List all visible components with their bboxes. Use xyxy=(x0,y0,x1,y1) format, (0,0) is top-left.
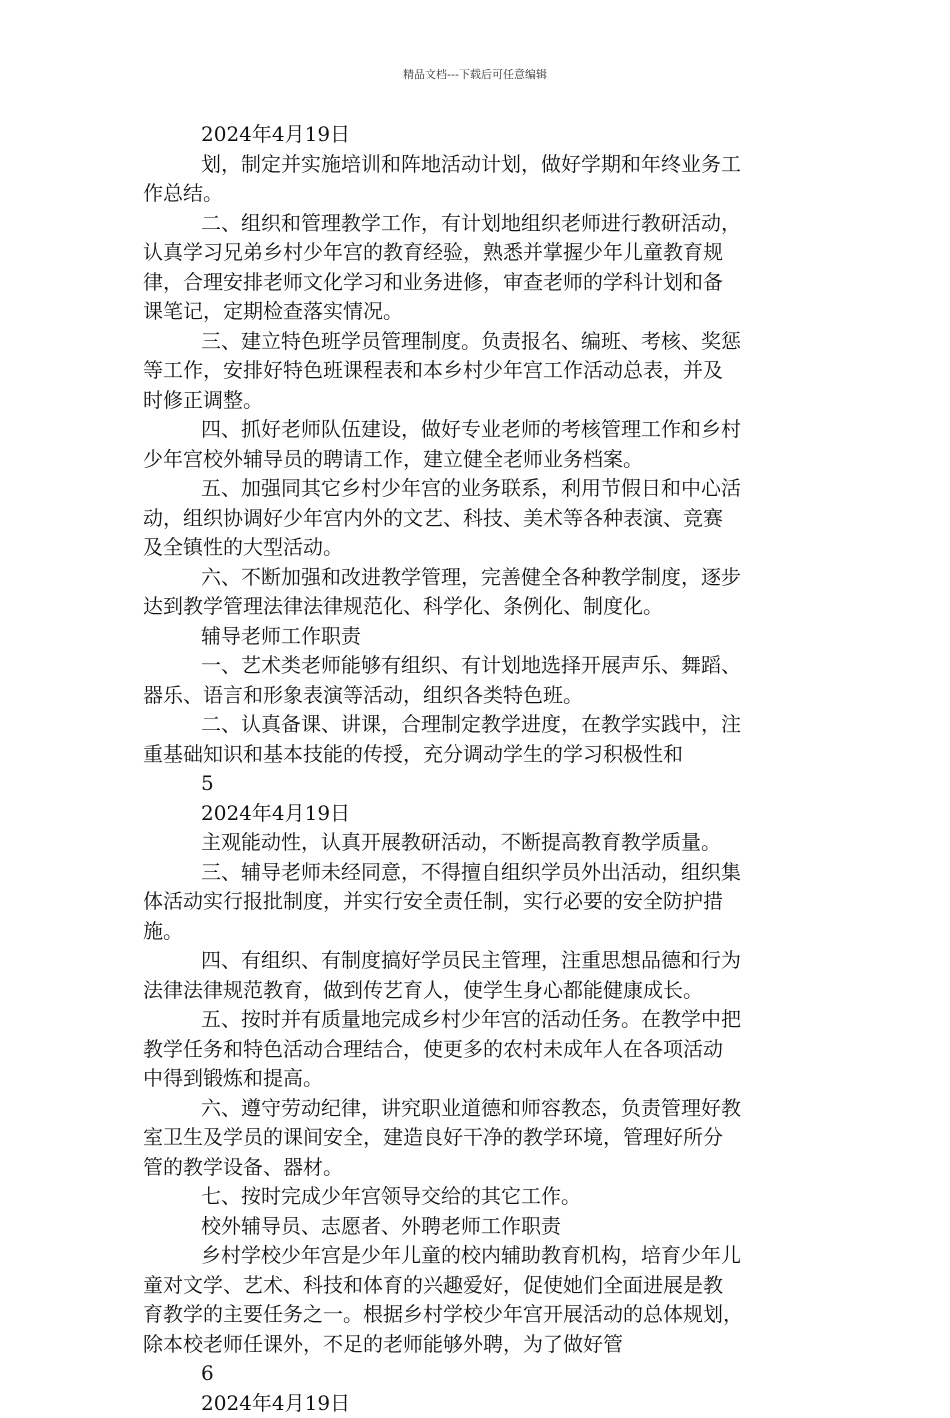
text-line: 达到教学管理法律法律规范化、科学化、条例化、制度化。 xyxy=(143,592,823,622)
text-line: 认真学习兄弟乡村少年宫的教育经验，熟悉并掌握少年儿童教育规 xyxy=(143,238,823,268)
text-line: 三、辅导老师未经同意，不得擅自组织学员外出活动，组织集 xyxy=(143,858,823,888)
text-line: 二、认真备课、讲课，合理制定教学进度，在教学实践中，注 xyxy=(143,710,823,740)
text-line: 6 xyxy=(143,1359,823,1389)
text-line: 2024年4月19日 xyxy=(143,799,823,829)
text-line: 室卫生及学员的课间安全，建造良好干净的教学环境，管理好所分 xyxy=(143,1123,823,1153)
text-line: 5 xyxy=(143,769,823,799)
text-line: 体活动实行报批制度，并实行安全责任制，实行必要的安全防护措 xyxy=(143,887,823,917)
text-line: 三、建立特色班学员管理制度。负责报名、编班、考核、奖惩 xyxy=(143,327,823,357)
text-line: 作总结。 xyxy=(143,179,823,209)
text-line: 少年宫校外辅导员的聘请工作，建立健全老师业务档案。 xyxy=(143,445,823,475)
text-line: 课笔记，定期检查落实情况。 xyxy=(143,297,823,327)
text-line: 管的教学设备、器材。 xyxy=(143,1153,823,1183)
text-line: 四、有组织、有制度搞好学员民主管理，注重思想品德和行为 xyxy=(143,946,823,976)
text-line: 六、不断加强和改进教学管理，完善健全各种教学制度，逐步 xyxy=(143,563,823,593)
text-line: 育教学的主要任务之一。根据乡村学校少年宫开展活动的总体规划， xyxy=(143,1300,823,1330)
text-line: 主观能动性，认真开展教研活动，不断提高教育教学质量。 xyxy=(143,828,823,858)
text-line: 中得到锻炼和提高。 xyxy=(143,1064,823,1094)
text-line: 及全镇性的大型活动。 xyxy=(143,533,823,563)
text-line: 六、遵守劳动纪律，讲究职业道德和师容教态，负责管理好教 xyxy=(143,1094,823,1124)
text-line: 童对文学、艺术、科技和体育的兴趣爱好，促使她们全面进展是教 xyxy=(143,1271,823,1301)
text-line: 教学任务和特色活动合理结合，使更多的农村未成年人在各项活动 xyxy=(143,1035,823,1065)
text-line: 五、按时并有质量地完成乡村少年宫的活动任务。在教学中把 xyxy=(143,1005,823,1035)
text-line: 2024年4月19日 xyxy=(143,1389,823,1418)
text-line: 除本校老师任课外，不足的老师能够外聘，为了做好管 xyxy=(143,1330,823,1360)
text-line: 校外辅导员、志愿者、外聘老师工作职责 xyxy=(143,1212,823,1242)
text-line: 时修正调整。 xyxy=(143,386,823,416)
text-line: 乡村学校少年宫是少年儿童的校内辅助教育机构，培育少年儿 xyxy=(143,1241,823,1271)
text-line: 重基础知识和基本技能的传授，充分调动学生的学习积极性和 xyxy=(143,740,823,770)
text-line: 施。 xyxy=(143,917,823,947)
document-body xyxy=(143,120,823,1418)
text-line: 律，合理安排老师文化学习和业务进修，审查老师的学科计划和备 xyxy=(143,268,823,298)
page-header: 精品文档---下载后可任意编辑 xyxy=(0,66,950,82)
text-line: 2024年4月19日 xyxy=(143,120,823,150)
text-line: 四、抓好老师队伍建设，做好专业老师的考核管理工作和乡村 xyxy=(143,415,823,445)
text-line: 二、组织和管理教学工作，有计划地组织老师进行教研活动， xyxy=(143,209,823,239)
text-line: 法律法律规范教育，做到传艺育人，使学生身心都能健康成长。 xyxy=(143,976,823,1006)
text-line: 辅导老师工作职责 xyxy=(143,622,823,652)
text-line: 五、加强同其它乡村少年宫的业务联系，利用节假日和中心活 xyxy=(143,474,823,504)
text-line: 七、按时完成少年宫领导交给的其它工作。 xyxy=(143,1182,823,1212)
text-line: 划，制定并实施培训和阵地活动计划，做好学期和年终业务工 xyxy=(143,150,823,180)
text-line: 一、艺术类老师能够有组织、有计划地选择开展声乐、舞蹈、 xyxy=(143,651,823,681)
text-line: 动，组织协调好少年宫内外的文艺、科技、美术等各种表演、竞赛 xyxy=(143,504,823,534)
text-line: 等工作，安排好特色班课程表和本乡村少年宫工作活动总表，并及 xyxy=(143,356,823,386)
text-line: 器乐、语言和形象表演等活动，组织各类特色班。 xyxy=(143,681,823,711)
